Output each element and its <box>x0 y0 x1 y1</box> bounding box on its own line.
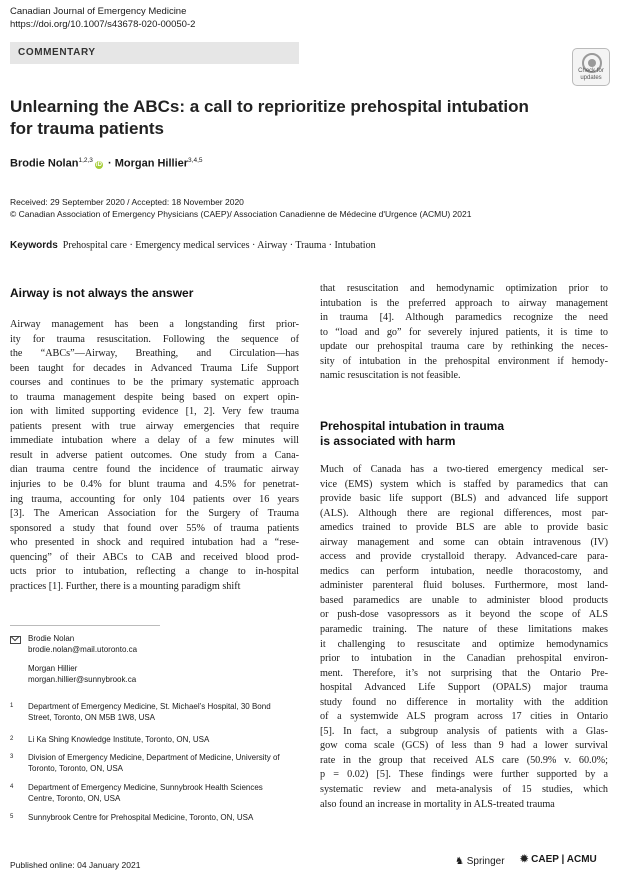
heading-line: Prehospital intubation in trauma <box>320 419 505 433</box>
check-updates-label: Check for updates <box>578 68 604 81</box>
text-line: vice (EMS) system which is staffed by paramedics that can <box>320 478 608 490</box>
text-line: (ALS). Although there are regional differences, most par- <box>320 507 608 519</box>
affiliations <box>0 701 300 841</box>
text-line: that resuscitation and hemodynamic optimization prior to <box>320 283 608 294</box>
text-line: in trauma [4]. Although paramedics recognize the need <box>320 312 608 324</box>
right-column-intro <box>320 282 608 384</box>
contact-block <box>10 633 290 685</box>
text-line: immediate intubation where a delay of a few minutes will <box>10 435 299 447</box>
text-line: administer parenteral fluid boluses. Furthermore, most land- <box>320 580 608 592</box>
caep-logo <box>520 854 597 865</box>
affiliation-text: Department of Emergency Medicine, St. Michael’s Hospital, 30 Bond Street, Toronto, ON M5B 1W8, USA <box>28 702 271 722</box>
envelope-icon <box>10 636 21 644</box>
author-name[interactable]: Morgan Hillier <box>114 157 189 170</box>
text-line: dian trauma centre found the incidence of traumatic airway <box>10 464 299 476</box>
text-line: update our prehospital trauma care by rethinking the neces- <box>320 341 608 353</box>
affiliation-number: 3 <box>10 754 14 760</box>
springer-logo <box>455 856 505 867</box>
text-line: sponsored a study that found over 55% of trauma patients <box>10 522 299 534</box>
text-line: prior to intubation in the Canadian prehospital environ- <box>320 653 608 665</box>
section-heading: Airway is not always the answer <box>10 286 194 300</box>
keywords <box>10 240 376 251</box>
text-line: the “ABCs”—Airway, Breathing, and Circulation—has <box>10 348 299 360</box>
text-line: paramedic training. The nature of these limitations makes <box>320 624 608 636</box>
author-affil-sup: 1,2,3 <box>78 157 93 164</box>
published-date: Published online: 04 January 2021 <box>10 860 141 870</box>
text-line: of a systemwide ALS program across 17 cities in Ontario <box>320 711 608 723</box>
text-line: patients present with true airway emergencies that require <box>10 420 299 432</box>
text-line: systematic review and meta-analysis of 15 studies, which <box>320 784 608 796</box>
text-line: [3]. The American Association for the Surgery of Trauma <box>10 508 299 520</box>
journal-header <box>10 5 195 31</box>
affiliation-text: Sunnybrook Centre for Prehospital Medicine, Toronto, ON, USA <box>28 813 254 822</box>
affiliation-number: 4 <box>10 784 14 790</box>
orcid-icon[interactable]: iD <box>95 161 102 168</box>
text-line: p = 0.02) [5]. These findings were further supported by a <box>320 769 608 781</box>
contact-name: Morgan Hillier <box>28 664 78 673</box>
footnote-divider <box>10 625 160 626</box>
contact-email[interactable]: morgan.hillier@sunnybrook.ca <box>28 675 137 684</box>
text-line: to trauma management despite being based on expert opin- <box>10 391 299 403</box>
text-line: practices [1]. Further, there is a mounting paradigm shift <box>10 580 241 592</box>
text-line: to “load and go” for severely injured patients, it is time to <box>320 326 608 338</box>
caep-label: CAEP | ACMU <box>531 854 597 865</box>
text-line: amedics trained to provide BLS are able to provide basic <box>320 522 608 534</box>
text-line: namic resuscitation is not feasible. <box>320 370 461 382</box>
text-line: courses and continues to be the primary systematic approach <box>10 377 299 389</box>
text-line: airway management and some can obtain intravenous (IV) <box>320 536 608 548</box>
affiliation-text: Li Ka Shing Knowledge Institute, Toronto, ON, USA <box>28 735 210 744</box>
contact-email[interactable]: brodie.nolan@mail.utoronto.ca <box>28 645 138 654</box>
heading-line: is associated with harm <box>320 434 456 448</box>
text-line: rate in the group that received ALS care (50.9% v. 60.0%; <box>320 754 608 766</box>
text-line: ion with limited supporting evidence [1, 2]. Very few trauma <box>10 406 299 418</box>
text-line: also found an increase in mortality in ALS-treated trauma <box>320 798 555 810</box>
text-line: based paramedics are unable to administer blood products <box>320 594 608 606</box>
text-line: provide basic life support (BLS) and advanced life support <box>320 493 608 505</box>
author-line <box>10 157 203 170</box>
text-line: or push-dose vasopressors as it beyond the scope of ALS <box>320 609 608 621</box>
text-line: medics can perform intubation, needle thoracostomy, and <box>320 565 608 577</box>
text-line: [5]. In fact, a subgroup analysis of patients with a Glas- <box>320 725 608 737</box>
text-line: Much of Canada has a two-tiered emergency medical ser- <box>320 464 608 475</box>
text-line: gow coma scale (GCS) of less than 9 had a lower survival <box>320 740 608 752</box>
text-line: quencing” of their ABCs to CAB and received blood prod- <box>10 551 299 563</box>
affiliation-text: Division of Emergency Medicine, Department of Medicine, University of Toronto, Toronto, ON, USA <box>28 753 280 773</box>
section-heading <box>320 419 504 449</box>
doi-link[interactable]: https://doi.org/10.1007/s43678-020-00050-2 <box>10 19 196 30</box>
right-column-body <box>320 463 608 812</box>
springer-horse-icon: ♞ <box>455 856 464 867</box>
author-separator: · <box>104 157 115 170</box>
article-dates <box>10 196 471 220</box>
text-line: who presented in shock and required intubation had a “rese- <box>10 537 299 549</box>
text-line: injuries to be 0.4% for blunt trauma and 4.5% for penetrat- <box>10 479 299 491</box>
maple-leaf-icon: ✹ <box>520 854 529 865</box>
text-line: ing trauma, accounting for only 104 patients over 16 years <box>10 493 299 505</box>
journal-name: Canadian Journal of Emergency Medicine <box>10 6 187 17</box>
article-title: Unlearning the ABCs: a call to reprioritize prehospital intubation for trauma patients <box>10 97 529 138</box>
keywords-label: Keywords <box>10 240 58 251</box>
affiliation-number: 1 <box>10 703 14 709</box>
affiliation-number: 2 <box>10 736 14 742</box>
keywords-text: Prehospital care · Emergency medical services · Airway · Trauma · Intubation <box>62 240 376 251</box>
received-accepted: Received: 29 September 2020 / Accepted: 18 November 2020 <box>10 197 244 207</box>
text-line: sity of intubation in the prehospital environment if hemody- <box>320 355 608 367</box>
author-affil-sup: 3,4,5 <box>188 157 203 164</box>
text-line: ment. Therefore, it’s not surprising that the Ontario Pre- <box>320 667 608 679</box>
text-line: it challenging to resuscitate and optimize hemodynamics <box>320 638 608 650</box>
text-line: access and provide crystalloid therapy. Advanced-care para- <box>320 551 608 563</box>
text-line: intubation is the preferred approach to airway management <box>320 297 608 309</box>
left-column-body <box>10 318 299 594</box>
copyright-line: © Canadian Association of Emergency Physicians (CAEP)/ Association Canadienne de Médecine d'Urgence (ACMU) 2021 <box>10 209 472 219</box>
author-name[interactable]: Brodie Nolan <box>10 157 79 170</box>
text-line: hospital Advanced Life Support (OPALS) major trauma <box>320 682 608 694</box>
affiliation-number: 5 <box>10 814 14 820</box>
section-label: COMMENTARY <box>18 47 96 58</box>
text-line: result in adverse patient outcomes. One study from a Cana- <box>10 449 299 461</box>
affiliation-text: Department of Emergency Medicine, Sunnybrook Health Sciences Centre, Toronto, ON, USA <box>28 783 263 803</box>
text-line: study found no difference in mortality with the addition <box>320 696 608 708</box>
contact-name: Brodie Nolan <box>28 634 75 643</box>
text-line: been taught for decades in Advanced Trauma Life Support <box>10 362 299 374</box>
text-line: ity for trauma resuscitation. Following the sequence of <box>10 333 299 345</box>
text-line: ucts prior to intubation, reflecting a change to in-hospital <box>10 566 299 578</box>
text-line: Airway management has been a longstanding first prior- <box>10 319 299 330</box>
springer-label: Springer <box>466 856 505 867</box>
